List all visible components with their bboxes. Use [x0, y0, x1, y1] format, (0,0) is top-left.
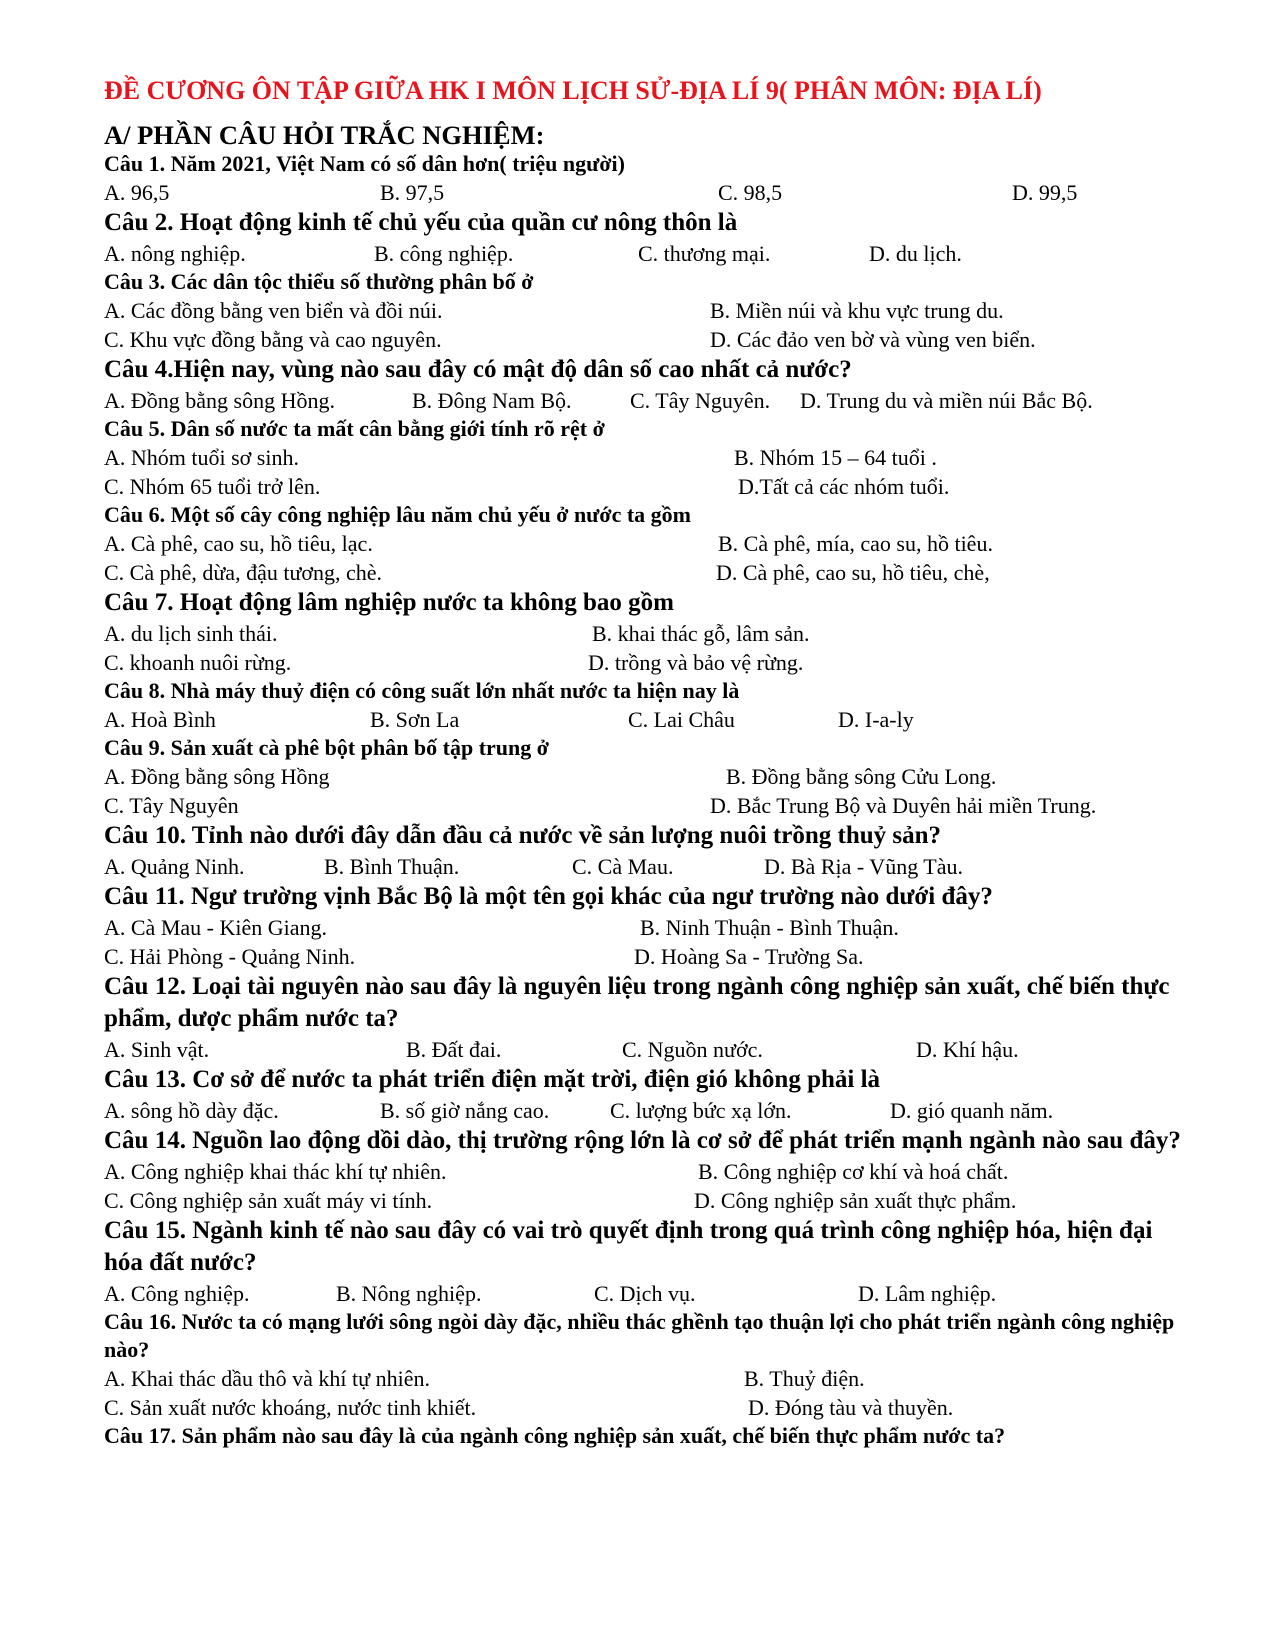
option-b: B. Cà phê, mía, cao su, hồ tiêu.: [718, 531, 993, 556]
option-a: A. Cà phê, cao su, hồ tiêu, lạc.: [104, 531, 373, 556]
option-a: A. Đồng bằng sông Hồng.: [104, 388, 335, 413]
option-a: A. Sinh vật.: [104, 1037, 210, 1062]
section-heading: A/ PHẦN CÂU HỎI TRẮC NGHIỆM:: [104, 120, 545, 150]
question-17: Câu 17. Sản phẩm nào sau đây là của ngành công nghiệp sản xuất, chế biến thực phẩm nước ta?: [104, 1423, 1006, 1448]
option-d: D. Các đảo ven bờ và vùng ven biển.: [710, 327, 1036, 352]
question-5: Câu 5. Dân số nước ta mất cân bằng giới tính rõ rệt ở: [104, 416, 605, 441]
question-7: Câu 7. Hoạt động lâm nghiệp nước ta không bao gồm: [104, 589, 674, 616]
option-a: A. Khai thác dầu thô và khí tự nhiên.: [104, 1366, 430, 1391]
question-14: Câu 14. Nguồn lao động dồi dào, thị trường rộng lớn là cơ sở để phát triển mạnh ngành nào sau đây?: [104, 1127, 1181, 1154]
option-b: B. Miền núi và khu vực trung du.: [710, 298, 1004, 323]
option-d: D. du lịch.: [869, 241, 962, 266]
option-b: B. Nhóm 15 – 64 tuổi .: [734, 445, 937, 470]
options-row: [104, 1279, 1184, 1308]
option-a: A. Công nghiệp.: [104, 1281, 250, 1306]
question-8: Câu 8. Nhà máy thuỷ điện có công suất lớn nhất nước ta hiện nay là: [104, 678, 740, 703]
option-c: C. Tây Nguyên: [104, 793, 239, 818]
option-c: C. Lai Châu: [628, 707, 735, 732]
option-c: C. Cà phê, dừa, đậu tương, chè.: [104, 560, 383, 585]
option-a: A. Các đồng bằng ven biển và đồi núi.: [104, 298, 443, 323]
option-c: C. Công nghiệp sản xuất máy vi tính.: [104, 1188, 433, 1213]
option-d: D. 99,5: [1012, 180, 1078, 205]
option-a: A. du lịch sinh thái.: [104, 621, 278, 646]
option-b: B. Đồng bằng sông Cửu Long.: [726, 764, 997, 789]
option-c: C. lượng bức xạ lớn.: [610, 1098, 792, 1123]
option-a: A. nông nghiệp.: [104, 241, 246, 266]
option-b: B. khai thác gỗ, lâm sản.: [592, 621, 810, 646]
options-row: [104, 178, 1184, 207]
option-a: A. Đồng bằng sông Hồng: [104, 764, 330, 789]
options-row: [104, 648, 1184, 677]
question-16: Câu 16. Nước ta có mạng lưới sông ngòi dày đặc, nhiều thác ghềnh tạo thuận lợi cho phát triển ngành công nghiệp nào?: [104, 1309, 1175, 1362]
option-b: B. Công nghiệp cơ khí và hoá chất.: [698, 1159, 1009, 1184]
option-b: B. Ninh Thuận - Bình Thuận.: [640, 915, 899, 940]
option-d: D.Tất cả các nhóm tuổi.: [738, 474, 950, 499]
option-d: D. Khí hậu.: [916, 1037, 1019, 1062]
options-row: [104, 1393, 1184, 1422]
options-row: [104, 1096, 1184, 1125]
option-a: A. Quảng Ninh.: [104, 854, 245, 879]
option-b: B. công nghiệp.: [374, 241, 514, 266]
question-12: Câu 12. Loại tài nguyên nào sau đây là nguyên liệu trong ngành công nghiệp sản xuất, chế biến thực phẩm, dược phẩm nước ta?: [104, 973, 1170, 1032]
option-c: C. Dịch vụ.: [594, 1281, 696, 1306]
option-d: D. Lâm nghiệp.: [858, 1281, 997, 1306]
option-d: D. Đóng tàu và thuyền.: [748, 1395, 954, 1420]
option-a: A. sông hồ dày đặc.: [104, 1098, 279, 1123]
option-c: C. Nguồn nước.: [622, 1037, 763, 1062]
question-6: Câu 6. Một số cây công nghiệp lâu năm chủ yếu ở nước ta gồm: [104, 502, 691, 527]
option-c: C. thương mại.: [638, 241, 771, 266]
option-a: A. Nhóm tuổi sơ sinh.: [104, 445, 299, 470]
option-b: B. Đất đai.: [406, 1037, 502, 1062]
options-row: [104, 472, 1184, 501]
option-a: A. Hoà Bình: [104, 707, 216, 732]
options-row: [104, 762, 1184, 791]
option-c: C. Hải Phòng - Quảng Ninh.: [104, 944, 356, 969]
option-b: B. 97,5: [380, 180, 445, 205]
question-1: Câu 1. Năm 2021, Việt Nam có số dân hơn( triệu người): [104, 151, 625, 176]
option-b: B. số giờ nắng cao.: [380, 1098, 550, 1123]
options-row: [104, 1364, 1184, 1393]
option-d: D. Công nghiệp sản xuất thực phẩm.: [694, 1188, 1017, 1213]
option-a: A. Cà Mau - Kiên Giang.: [104, 915, 328, 940]
option-d: D. Bắc Trung Bộ và Duyên hải miền Trung.: [710, 793, 1097, 818]
options-row: [104, 913, 1184, 942]
option-d: D. gió quanh năm.: [890, 1098, 1054, 1123]
question-11: Câu 11. Ngư trường vịnh Bắc Bộ là một tên gọi khác của ngư trường nào dưới đây?: [104, 883, 993, 910]
option-b: B. Bình Thuận.: [324, 854, 460, 879]
options-row: [104, 619, 1184, 648]
options-row: [104, 1035, 1184, 1064]
question-10: Câu 10. Tỉnh nào dưới đây dẫn đầu cả nước về sản lượng nuôi trồng thuỷ sản?: [104, 822, 942, 849]
option-a: A. 96,5: [104, 180, 170, 205]
options-row: [104, 1157, 1184, 1186]
options-row: [104, 239, 1184, 268]
option-d: D. Hoàng Sa - Trường Sa.: [634, 944, 864, 969]
document-title: ĐỀ CƯƠNG ÔN TẬP GIỮA HK I MÔN LỊCH SỬ-ĐỊA LÍ 9( PHÂN MÔN: ĐỊA LÍ): [104, 76, 1042, 105]
option-c: C. Sản xuất nước khoáng, nước tinh khiết.: [104, 1395, 477, 1420]
options-row: [104, 1186, 1184, 1215]
option-d: D. Cà phê, cao su, hồ tiêu, chè,: [716, 560, 990, 585]
question-4: Câu 4.Hiện nay, vùng nào sau đây có mật độ dân số cao nhất cả nước?: [104, 356, 852, 383]
option-d: D. Trung du và miền núi Bắc Bộ.: [800, 388, 1093, 413]
options-row: [104, 558, 1184, 587]
options-row: [104, 325, 1184, 354]
option-d: D. trồng và bảo vệ rừng.: [588, 650, 804, 675]
options-row: [104, 791, 1184, 820]
question-2: Câu 2. Hoạt động kinh tế chủ yếu của quần cư nông thôn là: [104, 209, 738, 236]
options-row: [104, 296, 1184, 325]
option-d: D. Bà Rịa - Vũng Tàu.: [764, 854, 963, 879]
options-row: [104, 705, 1184, 734]
options-row: [104, 386, 1184, 415]
question-15: Câu 15. Ngành kinh tế nào sau đây có vai trò quyết định trong quá trình công nghiệp hóa, hiện đại hóa đất nước?: [104, 1217, 1153, 1276]
options-row: [104, 852, 1184, 881]
option-c: C. Cà Mau.: [572, 854, 674, 879]
option-b: B. Sơn La: [370, 707, 460, 732]
option-b: B. Nông nghiệp.: [336, 1281, 482, 1306]
options-row: [104, 529, 1184, 558]
option-b: B. Đông Nam Bộ.: [412, 388, 572, 413]
option-c: C. 98,5: [718, 180, 783, 205]
question-3: Câu 3. Các dân tộc thiểu số thường phân bố ở: [104, 269, 534, 294]
document-page: [104, 74, 1184, 1450]
option-d: D. I-a-ly: [838, 707, 914, 732]
option-b: B. Thuỷ điện.: [744, 1366, 865, 1391]
question-13: Câu 13. Cơ sở để nước ta phát triển điện mặt trời, điện gió không phải là: [104, 1066, 881, 1093]
option-c: C. Khu vực đồng bằng và cao nguyên.: [104, 327, 442, 352]
options-row: [104, 443, 1184, 472]
question-9: Câu 9. Sản xuất cà phê bột phân bố tập trung ở: [104, 735, 549, 760]
option-c: C. khoanh nuôi rừng.: [104, 650, 292, 675]
option-c: C. Tây Nguyên.: [630, 388, 771, 413]
option-a: A. Công nghiệp khai thác khí tự nhiên.: [104, 1159, 447, 1184]
option-c: C. Nhóm 65 tuổi trở lên.: [104, 474, 321, 499]
options-row: [104, 942, 1184, 971]
